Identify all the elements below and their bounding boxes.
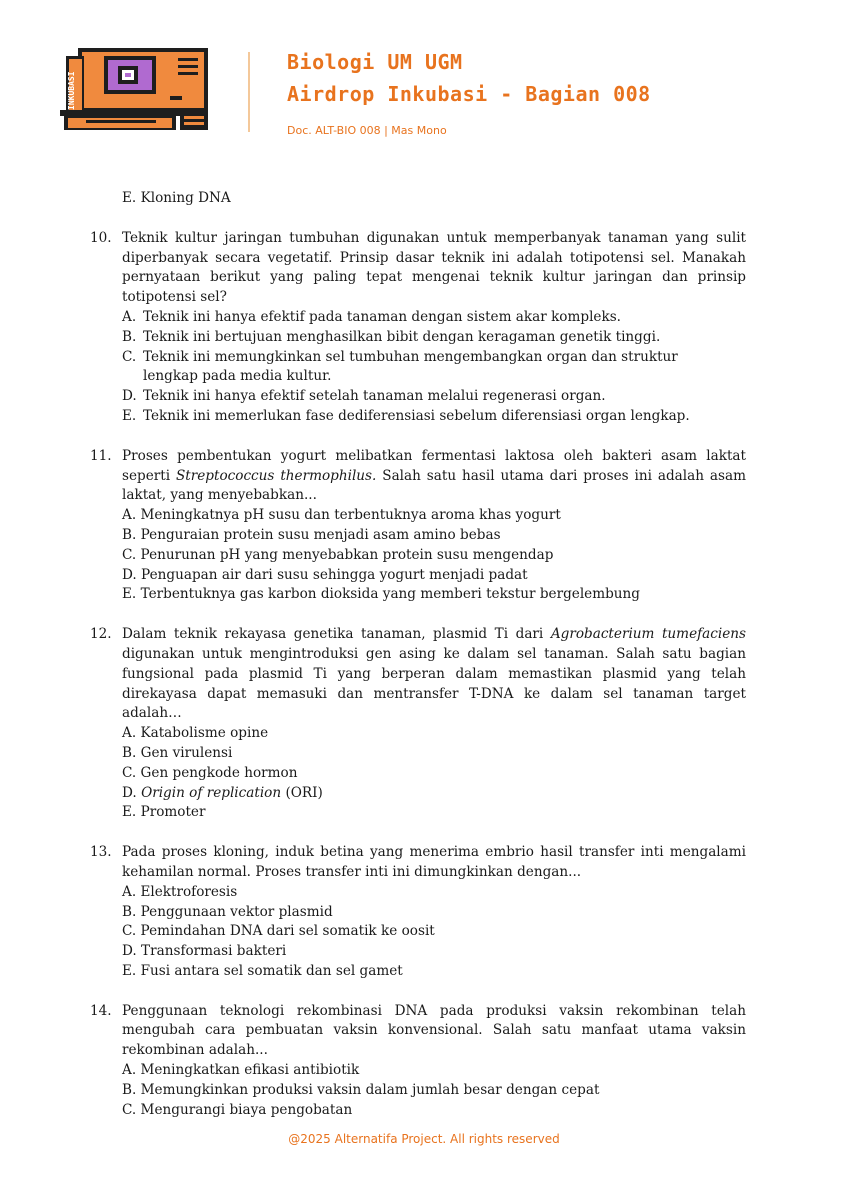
option-c: C. Gen pengkode hormon (122, 764, 298, 781)
question-stem: Penggunaan teknologi rekombinasi DNA pada produksi vaksin rekombinan telah mengubah cara pembuatan vaksin konvensional. Salah satu manfaat utama vaksin rekombinan adalah... (122, 1002, 746, 1059)
question-12 (90, 625, 746, 823)
option-a: A. Meningkatkan efikasi antibiotik (122, 1062, 360, 1079)
species-name: Agrobacterium tumefaciens (550, 626, 746, 643)
header-doc-info: Doc. ALT-BIO 008 | Mas Mono (287, 124, 447, 137)
species-name: Streptococcus thermophilus. (175, 467, 377, 484)
option-e: E. Terbentuknya gas karbon dioksida yang memberi tekstur bergelembung (122, 586, 641, 603)
svg-text:INKUBASI: INKUBASI (67, 71, 76, 110)
option-b: B. Teknik ini bertujuan menghasilkan bibit dengan keragaman genetik tinggi. (122, 328, 661, 345)
option-e: E. Teknik ini memerlukan fase dediferensiasi sebelum diferensiasi organ lengkap. (122, 407, 690, 424)
question-stem: Proses pembentukan yogurt melibatkan fermentasi laktosa oleh bakteri asam laktat seperti Streptococcus thermophilus. Salah satu hasil utama dari proses ini adalah asam laktat, yang menyebabkan... (122, 447, 746, 504)
question-number: 14. (90, 1002, 112, 1019)
question-10 (90, 229, 746, 427)
option-c: C. Pemindahan DNA dari sel somatik ke oosit (122, 923, 435, 940)
question-stem: Dalam teknik rekayasa genetika tanaman, plasmid Ti dari Agrobacterium tumefaciens digunakan untuk mengintroduksi gen asing ke dalam sel tanaman. Salah satu bagian fungsional pada plasmid Ti yang berperan dalam memastikan plasmid yang telah direkayasa dapat memasuki dan mentransfer T-DNA ke dalam sel tanaman target adalah… (122, 626, 746, 722)
option-a: A. Teknik ini hanya efektif pada tanaman dengan sistem akar kompleks. (122, 308, 622, 325)
question-13 (90, 843, 746, 982)
option-c: C. Penurunan pH yang menyebabkan protein susu mengendap (122, 546, 554, 563)
retro-computer-logo-icon (60, 48, 212, 134)
question-content (90, 189, 746, 1120)
option-a: A. Meningkatnya pH susu dan terbentuknya aroma khas yogurt (122, 507, 561, 524)
option-a: A. Katabolisme opine (122, 725, 269, 742)
question-stem: Teknik kultur jaringan tumbuhan digunakan untuk memperbanyak tanaman yang sulit diperbanyak secara vegetatif. Prinsip dasar teknik ini adalah totipotensi sel. Manakah pernyataan berikut yang paling tepat mengenai teknik kultur jaringan dan prinsip totipotensi sel? (122, 229, 746, 306)
carryover-option: E. Kloning DNA (122, 190, 231, 206)
question-number: 11. (90, 447, 112, 464)
option-c: C. Mengurangi biaya pengobatan (122, 1101, 353, 1118)
option-d: D. Penguapan air dari susu sehingga yogurt menjadi padat (122, 566, 528, 583)
option-b: B. Gen virulensi (122, 744, 233, 761)
option-d: D. Transformasi bakteri (122, 943, 287, 960)
question-stem: Pada proses kloning, induk betina yang menerima embrio hasil transfer inti mengalami kehamilan normal. Proses transfer inti ini dimungkinkan dengan... (122, 844, 746, 880)
option-b: B. Penguraian protein susu menjadi asam amino bebas (122, 526, 501, 543)
option-d: D. Origin of replication (ORI) (122, 784, 323, 801)
question-number: 10. (90, 229, 112, 246)
option-c: C. Teknik ini memungkinkan sel tumbuhan mengembangkan organ dan struktur lengkap pada media kultur. (122, 348, 678, 385)
option-b: B. Penggunaan vektor plasmid (122, 903, 333, 920)
header-title-subject: Biologi UM UGM (287, 50, 463, 74)
question-11 (90, 447, 746, 605)
option-b: B. Memungkinkan produksi vaksin dalam jumlah besar dengan cepat (122, 1081, 600, 1098)
option-list (122, 308, 746, 427)
option-e: E. Fusi antara sel somatik dan sel gamet (122, 962, 403, 979)
option-a: A. Elektroforesis (122, 883, 238, 900)
question-number: 12. (90, 626, 112, 643)
option-e: E. Promoter (122, 804, 206, 821)
header-divider (248, 52, 250, 132)
option-d: D. Teknik ini hanya efektif setelah tanaman melalui regenerasi organ. (122, 388, 606, 405)
header-title-series: Airdrop Inkubasi - Bagian 008 (287, 82, 651, 106)
question-14 (90, 1002, 746, 1121)
question-number: 13. (90, 844, 112, 861)
page-footer: @2025 Alternatifa Project. All rights reserved (288, 1132, 560, 1146)
